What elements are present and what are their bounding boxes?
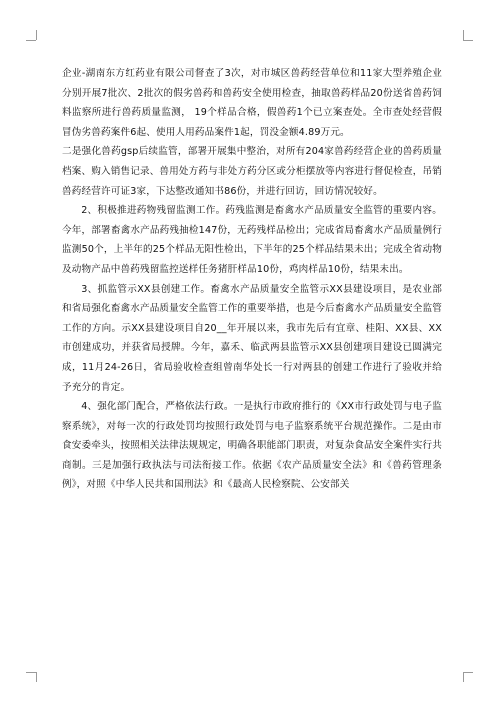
crop-mark-bottom-right-h (463, 672, 473, 673)
document-body (62, 64, 442, 495)
paragraph-gsp-supervision: 二是强化兽药gsp后续监管，部署开展集中整治，对所有204家兽药经营企业的兽药质量档案、购入销售记录、兽用处方药与非处方药分区或分柜摆放等内容进行督促检查，吊销兽药经营许可证3家，下达整改通知书86份，并进行回访，回访情况较好。 (62, 146, 443, 197)
paragraph-department-cooperation: 4、强化部门配合，严格依法行政。一是执行市政府推行的《XX市行政处罚与电子监察系统》，对每一次的行政处罚均按照行政处罚与电子监察系统平台规范操作。二是由市食安委牵头，按照相关法律法规规定，明确各职能部门职责，对复杂食品安全案件实行共商制。三是加强行政执法与司法衔接工作。依据《农产品质量安全法》和《兽药管理条例》，对照《中华人民共和国刑法》和《最高人民检察院、公安部关 (62, 401, 443, 491)
crop-mark-bottom-left-h (26, 672, 36, 673)
crop-mark-top-left-h (26, 40, 36, 41)
crop-mark-top-left-v (36, 30, 37, 40)
paragraph-vet-drug-inspection: 企业-湖南东方红药业有限公司督查了3次，对市城区兽药经营单位和11家大型养殖企业分别开展7批次、2批次的假劣兽药和兽药安全使用检查，抽取兽药样品20份送省兽药饲料监察所进行兽药质量监测， 19个样品合格，假兽药1个已立案查处。全市查处经营假冒伪劣兽药案件6起、使用人用药品案件1起，罚没金额4.89万元。 (62, 68, 442, 138)
paragraph-demo-county: 3、抓监管示XX县创建工作。畜禽水产品质量安全监管示XX县建设项目，是农业部和省局强化畜禽水产品质量安全监管工作的重要举措，也是今后畜禽水产品质量安全监管工作的方向。示XX县建设项目自20__年开展以来，我市先后有宜章、桂阳、XX县、XX市创建成功，并获省局授牌。今年，嘉禾、临武两县监管示XX县创建项目建设已圆满完成，11月24-26日，省局验收检查组曾南华处长一行对两县的创建工作进行了验收并给予充分的肯定。 (62, 283, 443, 393)
crop-mark-bottom-right-v (463, 672, 464, 682)
paragraph-residue-monitoring: 2、积极推进药物残留监测工作。药残监测是畜禽水产品质量安全监管的重要内容。今年，部署畜禽水产品药残抽检147份，无药残样品检出；完成省局畜禽水产品质量例行监测50个，上半年的25个样品无阳性检出，下半年的25个样品结果未出；完成全省动物及动物产品中兽药残留监控送样任务猪肝样品10份，鸡肉样品10份，结果未出。 (62, 205, 442, 275)
crop-mark-top-right-h (463, 40, 473, 41)
crop-mark-bottom-left-v (36, 672, 37, 682)
crop-mark-top-right-v (463, 30, 464, 40)
